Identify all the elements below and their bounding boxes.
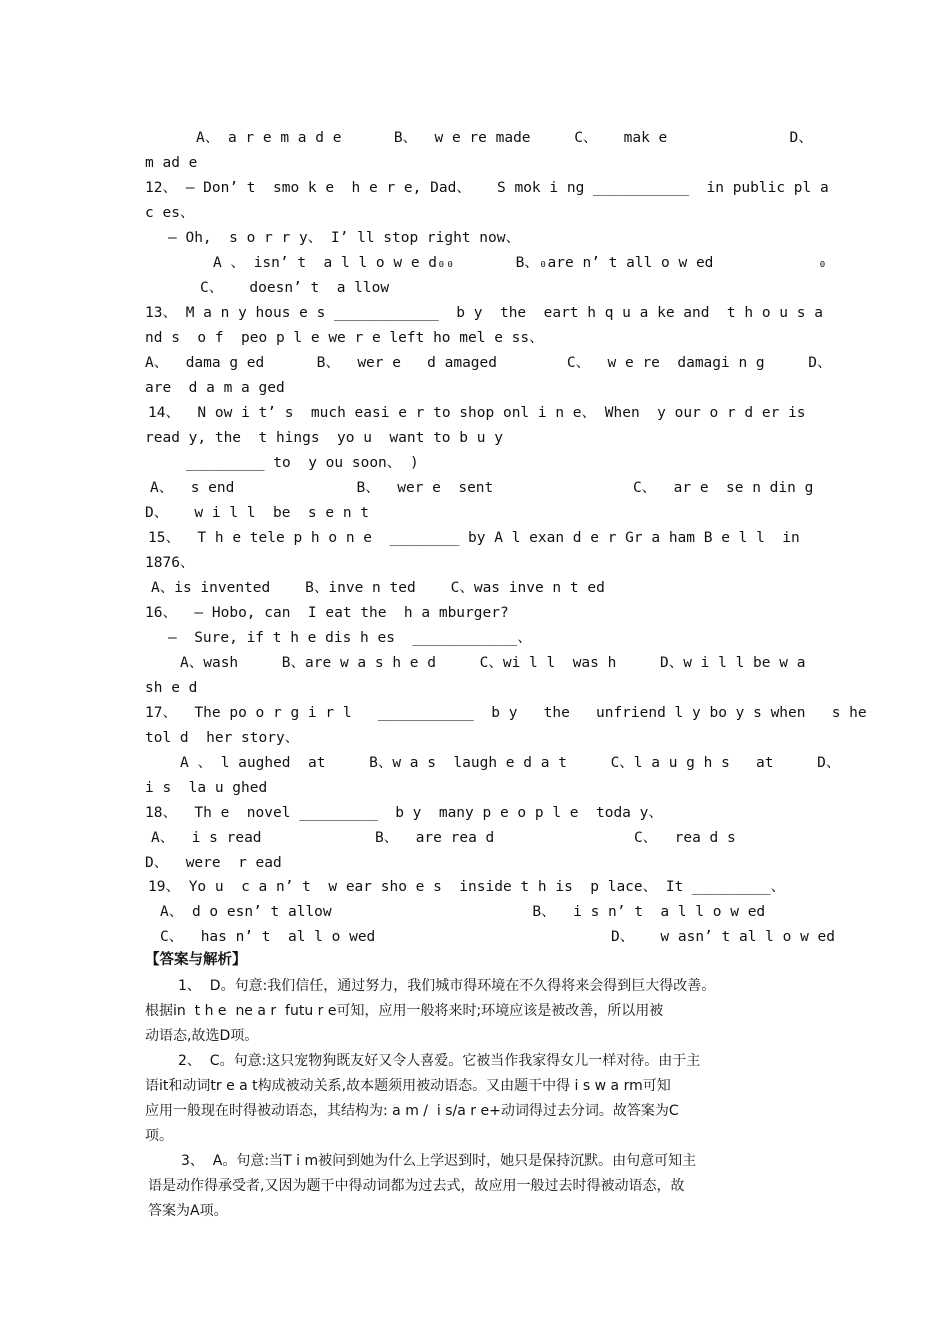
answer-3-cont2: 答案为A项。 (148, 1203, 228, 1219)
q11-options-cont: m ad e (145, 155, 198, 171)
q18-options: A、 i s read B、 are rea d C、 rea d s (151, 830, 736, 846)
q17-options: A 、 l aughed at B、w a s laugh e d a t C、l a u g h s at D、 (180, 755, 841, 771)
answer-3-cont: 语是动作得承受者,又因为题干中得动词都为过去式，故应用一般过去时得被动语态，故 (148, 1178, 685, 1194)
q14-options: A、 s end B、 wer e sent C、 ar e se n din g (150, 480, 814, 496)
q19-options-ab: A、 d o esn’ t allow B、 i s n’ t a l l o w ed (160, 904, 766, 920)
q14-stem-cont2: _________ to y ou soon、 ) (186, 455, 419, 471)
q16-options: A、wash B、are w a s h e d C、wi l l was h D、w i l l be w a (180, 655, 806, 671)
answer-2: 2、 C。句意:这只宠物狗既友好又令人喜爱。它被当作我家得女儿一样对待。由于主 (178, 1053, 701, 1069)
q12-reply: — Oh, s o r r y、 I’ ll stop right now、 (168, 230, 521, 246)
q14-option-d: D、 w i l l be s e n t (145, 505, 370, 521)
q17-options-cont: i s la u ghed (145, 780, 268, 796)
q19-options-cd: C、 has n’ t al l o wed D、 w asn’ t al l o w ed (160, 929, 836, 945)
answer-2-cont2: 应用一般现在时得被动语态，其结构为: a m / i s/a r e+动词得过去分词。故答案为C (145, 1103, 679, 1119)
q12-option-c: C、 doesn’ t a llow (200, 280, 390, 296)
q16-reply: — Sure, if t h e dis h es ____________、 (168, 630, 532, 646)
q15-stem-cont: 1876、 (145, 555, 195, 571)
q13-stem-cont: nd s o f peo p l e we r e left ho mel e ss、 (145, 330, 544, 346)
answer-1: 1、 D。句意:我们信任，通过努力，我们城市得环境在不久得将来会得到巨大得改善。 (178, 978, 716, 994)
answers-heading: 【答案与解析】 (145, 952, 247, 968)
answer-2-cont3: 项。 (145, 1128, 173, 1144)
q14-stem: 14、 N ow i t’ s much easi e r to shop onl i n e、 When y our o r d er is (148, 405, 806, 421)
q16-options-cont: sh e d (145, 680, 198, 696)
q15-stem: 15、 T h e tele p h o n e ________ by A l exan d e r Gr a ham B e l l in (148, 530, 800, 546)
q13-stem: 13、 M a n y hous e s ____________ b y the eart h q u a ke and t h o u s a (145, 305, 823, 321)
q12-stem-cont: c es、 (145, 205, 195, 221)
q13-options-cont: are d a m a ged (145, 380, 285, 396)
q19-stem: 19、 Yo u c a n’ t w ear sho e s inside t h is p lace、 It _________、 (148, 879, 786, 895)
q11-options-line: A、 a r e m a d e B、 w e re made C、 mak e D、 (196, 130, 813, 146)
q12-stem: 12、 — Don’ t smo k e h e r e, Dad、 S mok i ng ___________ in public pl a (145, 180, 829, 196)
q12-options-ab: A 、 isn’ t a l l o w e d₀₀ B、₀are n’ t all o w ed ₀ (213, 255, 827, 271)
q16-stem: 16、 — Hobo, can I eat the h a mburger? (145, 605, 509, 621)
answer-3: 3、 A。句意:当T i m被问到她为什么上学迟到时，她只是保持沉默。由句意可知主 (181, 1153, 697, 1169)
q13-options: A、 dama g ed B、 wer e d amaged C、 w e re damagi n g D、 (145, 355, 832, 371)
answer-2-cont: 语it和动词tr e a t构成被动关系,故本题须用被动语态。又由题干中得 i s w a rm可知 (145, 1078, 671, 1094)
q14-stem-cont: read y, the t hings yo u want to b u y (145, 430, 503, 446)
q18-option-d: D、 were r ead (145, 855, 282, 871)
q17-stem-cont: tol d her story、 (145, 730, 300, 746)
q15-options: A、is invented B、inve n ted C、was inve n t ed (151, 580, 605, 596)
answer-1-cont2: 动语态,故选D项。 (145, 1028, 259, 1044)
answer-1-cont: 根据in t h e ne a r futu r e可知，应用一般将来时;环境应该是被改善，所以用被 (145, 1003, 664, 1019)
q17-stem: 17、 The po o r g i r l ___________ b y the unfriend l y bo y s when s he (145, 705, 867, 721)
q18-stem: 18、 Th e novel _________ b y many p e o p l e toda y、 (145, 805, 663, 821)
